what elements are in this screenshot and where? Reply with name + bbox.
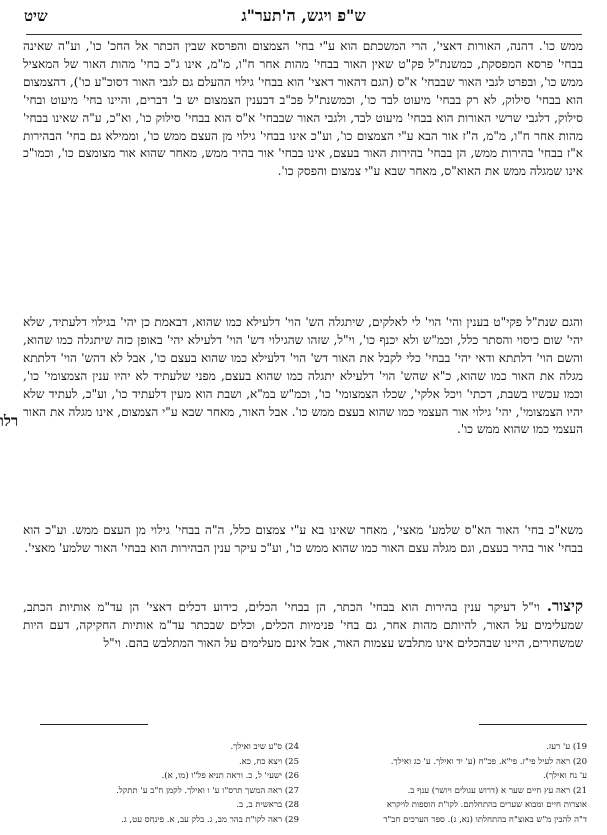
footnote: ד"ה להבין מ"ש באוצ"ח בהתחלתו (נא, ג). ספר הערכים חב"ד [383,814,587,825]
summary-text: וי"ל דעיקר ענין בהירות הוא בבחי' הכתר, הן בבחי' הכלים, כידוע דכלים דאצי' הן עד"מ אותיות הכתב, שמעלימים על האור, להיותם מהות אחר, גם בחי' פנימיות הכלים, וכלים שבכתר עד"מ אותיות החקיקה, דעם היות שמשחירים, היינו שבהכלים אינו מתלבש עצמות האור, אבל אינם מעלימים על האור המתלבש בהם. וי"ל [23,600,583,650]
header-rule [26,34,582,35]
footnote: 21) ראה עץ חיים שער א (דרוש עגולים ויושר) ענף ב. [407,785,587,796]
footnote: 28) בראשית ב, ב. [236,800,299,810]
margin-note: רלו [0,412,19,430]
summary-paragraph [23,598,583,653]
paragraph-3-text: משא"כ בחי' האור הא"ס שלמע' מאצי', מאחר שאינו בא ע"י צמצום כלל, ה"ה בבחי' גילוי מן העצם ממש. וע"כ הוא בבחי' אור בהיר בעצם, וגם מגלה עצם האור כמו שהוא ממש כו', וע"כ עיקר ענין הבהירות הוא בבחי' האור שלמע' מאצי'. [23,523,583,555]
footnote-rule-left [40,724,148,725]
footnote-rule-right [479,724,587,725]
footnote: 29) ראה לקו"ת בהר מב, ג. בלק עב, א. פינחס עט, ג. [121,814,299,825]
paragraph-3 [23,522,583,558]
paragraph-2-text: והגם שנת"ל פקי"ט בענין והי' הוי' לי לאלקים, שיתגלה הש' הוי' דלעילא כמו שהוא, דבאמת כן יהי' בגילוי דלעתיד, שלא יהי' שום כיסוי והסתר כלל, וכמ"ש ולא יכנף כו', וי"ל, שזהו שהגילוי דש' הוי' דלעילא יהי' באופן כזה שיתגלה כמו שהוא, והשם הוי' דלתתא ודאי יהי' בבחי' כלי לקבל את האור דש' הוי' דלעילא כמו שהוא בעצם כו', אבל לא דהש' הוי' דלתתא מגלה את האור כמו שהוא, כ"א שהש' הוי' דלעילא יתגלה כמו שהוא בעצם, מפני שלעתיד לא יהיו ענין הצמצומי' כו', וכמו עכשיו בשבת, דכתי' ויכל אלקי', שכלו הצמצומי' כו', וכמ"ש במ"א, ושבת הוא מעין דלעתיד כו', וע"כ, לעתיד שלא יהיו הצמצומי', יהי' גילוי אור העצמי כמו שהוא בעצם ממש כו'. אבל האור, מאחר שבא ע"י הצמצום, אינו מגלה את האור העצמי כמו שהוא ממש כו'. [23,315,583,437]
summary-lead: קיצור. [546,597,583,615]
paragraph-2 [23,314,583,439]
footnotes [21,740,587,835]
paragraph-1 [23,38,583,181]
footnote: 26) ישעי' ל, כ. וראה תניא פל"ו (מו, א). [161,771,299,781]
footnote: 24) ס"ע שיב ואילך. [230,742,299,752]
page-title: ש"פ ויגש, ה'תער"ג [241,6,366,25]
footnote: 27) ראה המשך תרס"ו ע' ו ואילך. לקמן ח"ב ע' תתקל. [116,785,299,796]
footnote: ע' נח ואילך). [542,771,587,781]
footnote: 20) ראה לעיל פי"ז. פי"א. פכ"ח (ע' יד ואילך. ע' כג ואילך. [390,756,587,767]
footnote: אוצרות חיים ומבוא שערים בהתחלתם. לקו"ת הוספות לויקרא [386,800,587,810]
paragraph-1-text: ממש כו'. דהנה, האורות דאצי', הרי המשכתם הוא ע"י בחי' הצמצום והפרסא שבין הכתר אל החכ' כו', וע"ה שאינה בבחי' פרסא המפסקת, כמשנת"ל פק"ט שאין האור בבחי' מהות אחר ח"ו, מ"מ, אינו ג"כ בחי' מהות האור של המאציל ממש כו', ובפרט לגבי האור שבבחי' א"ס (הגם דהאור דאצי' הוא בבחי' גילוי ההעלם גם לגבי האור דסוכ"ע כו'), דהצמצום הוא בבחי' סילוק, לא רק בבחי' מיעוט לבד כו', וכמשנת"ל פכ"ב דבענין הצמצום יש ב' דברים, והיינו בחי' מיעוט ובחי' סילוק, דלגבי שרשי האורות הוא בבחי' מיעוט לבד, ולגבי האור שבבחי' א"ס הוא בבחי' סילוק כו', וא"כ, ע"ה שאינו בבחי' מהות אחר ח"ו, מ"מ, ה"ז אור הבא ע"י הצמצום כו', וע"כ אינו בבחי' גילוי מן העצם ממש כו', וממילא גם בחי' הבהירות א"ז בבחי' בהירות ממש, הן בבחי' בהירות האור בעצם, אינו בבחי' אור בהיר ממש, מאחר שהוא אור מצומצם כו', וכמו"כ אינו שמגלה ממש את האוא"ס, מאחר שבא ע"י צמצום והפסק כו'. [23,39,583,179]
footnote: 19) ע' רעז. [546,742,587,752]
page-number: שיט [24,7,48,25]
footnote: 25) ויצא כח, כא. [238,756,299,767]
footnotes-right-column [309,740,587,835]
footnotes-left-column [21,740,299,835]
page-header [0,4,607,28]
